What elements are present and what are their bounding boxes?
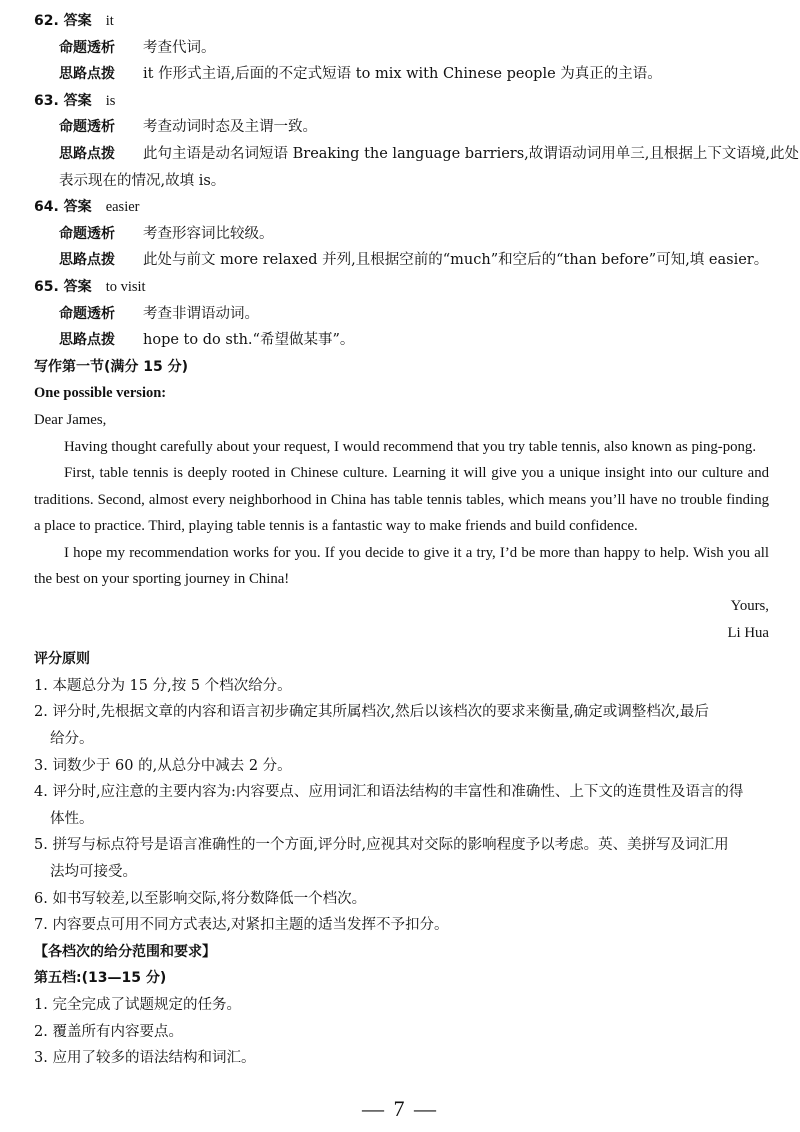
answer-value: to visit <box>105 278 146 295</box>
analysis-label: 命题透析 <box>59 39 115 56</box>
hint-text: 此处与前文 more relaxed 并列,且根据空前的“much”和空后的“than before”可知,填 easier。 <box>143 252 769 269</box>
answer-number: 62. 答案 <box>34 13 92 29</box>
version-label: One possible version: <box>34 385 167 402</box>
analysis-text: 考查动词时态及主谓一致。 <box>143 119 317 136</box>
band-item: 1. 完全完成了试题规定的任务。 <box>34 996 241 1013</box>
hint-label: 思路点拨 <box>59 252 115 269</box>
analysis-text: 考查形容词比较级。 <box>143 225 274 242</box>
grading-list <box>34 673 769 939</box>
grading-item: 7. 内容要点可用不同方式表达,对紧扣主题的适当发挥不予扣分。 <box>34 917 449 934</box>
grading-item: 3. 词数少于 60 的,从总分中减去 2 分。 <box>34 757 292 774</box>
grading-item: 6. 如书写较差,以至影响交际,将分数降低一个档次。 <box>34 890 367 907</box>
analysis-text: 考查非谓语动词。 <box>143 305 259 322</box>
answer-block-64 <box>34 194 769 274</box>
band-range-title: 【各档次的给分范围和要求】 <box>34 943 216 960</box>
grading-title: 评分原则 <box>34 651 90 668</box>
grading-item: 2. 评分时,先根据文章的内容和语言初步确定其所属档次,然后以该档次的要求来衡量,确定或调整档次,最后 <box>34 704 709 721</box>
analysis-text: 考查代词。 <box>143 39 216 56</box>
band-item: 3. 应用了较多的语法结构和词汇。 <box>34 1050 256 1067</box>
analysis-label: 命题透析 <box>59 225 115 242</box>
hint-text: it 作形式主语,后面的不定式短语 to mix with Chinese people 为真正的主语。 <box>143 66 662 83</box>
essay-paragraph: Having thought carefully about your request, I would recommend that you try table tennis, also known as ping-pong. <box>64 438 757 455</box>
band-item: 2. 覆盖所有内容要点。 <box>34 1023 183 1040</box>
hint-label: 思路点拨 <box>59 332 115 349</box>
analysis-label: 命题透析 <box>59 305 115 322</box>
hint-text: hope to do sth.“希望做某事”。 <box>143 332 355 349</box>
answer-value: is <box>105 92 116 109</box>
grading-item: 5. 拼写与标点符号是语言准确性的一个方面,评分时,应视其对交际的影响程度予以考虑。英、美拼写及词汇用 <box>34 837 729 854</box>
hint-text-continued: 表示现在的情况,故填 is。 <box>59 172 226 189</box>
answer-block-65 <box>34 274 769 354</box>
answer-number: 63. 答案 <box>34 92 92 109</box>
answer-number: 64. 答案 <box>34 199 92 216</box>
grading-item: 4. 评分时,应注意的主要内容为:内容要点、应用词汇和语法结构的丰富性和准确性、上下文的连贯性及语言的得 <box>34 784 744 801</box>
essay-paragraph: First, table tennis is deeply rooted in Chinese culture. Learning it will give you a unique insight into our culture and traditions. Second, almost every neighborhood in China has table tennis tables, which means you’ll have no trouble finding a place to practice. Third, playing table tennis is a fantastic way to make friends and build confidence. <box>34 465 769 535</box>
answer-value: easier <box>105 199 140 216</box>
grading-item-continued: 给分。 <box>50 731 94 748</box>
answer-number: 65. 答案 <box>34 278 92 295</box>
closing: Yours, <box>730 598 769 615</box>
grading-item: 1. 本题总分为 15 分,按 5 个档次给分。 <box>34 677 292 694</box>
band-list <box>34 992 769 1072</box>
signature: Li Hua <box>727 624 769 641</box>
page-number: — 7 — <box>362 1096 438 1121</box>
answer-block-63 <box>34 88 799 194</box>
essay-paragraph: I hope my recommendation works for you. If you decide to give it a try, I’d be more than happy to help. Wish you all the best on your sporting journey in China! <box>34 544 769 588</box>
hint-text: 此句主语是动名词短语 Breaking the language barriers,故谓语动词用单三,且根据上下文语境,此处 <box>143 145 799 162</box>
band-title: 第五档:(13—15 分) <box>34 970 167 987</box>
model-essay <box>34 407 769 646</box>
hint-label: 思路点拨 <box>59 145 115 162</box>
writing-section-title: 写作第一节(满分 15 分) <box>34 358 189 375</box>
analysis-label: 命题透析 <box>59 119 115 136</box>
answer-value: it <box>105 13 114 29</box>
answer-sheet-page <box>34 8 799 1072</box>
salutation: Dear James, <box>34 411 107 428</box>
grading-item-continued: 法均可接受。 <box>50 864 137 880</box>
hint-label: 思路点拨 <box>59 66 115 83</box>
answer-block-62 <box>34 8 769 88</box>
grading-item-continued: 体性。 <box>50 810 94 827</box>
